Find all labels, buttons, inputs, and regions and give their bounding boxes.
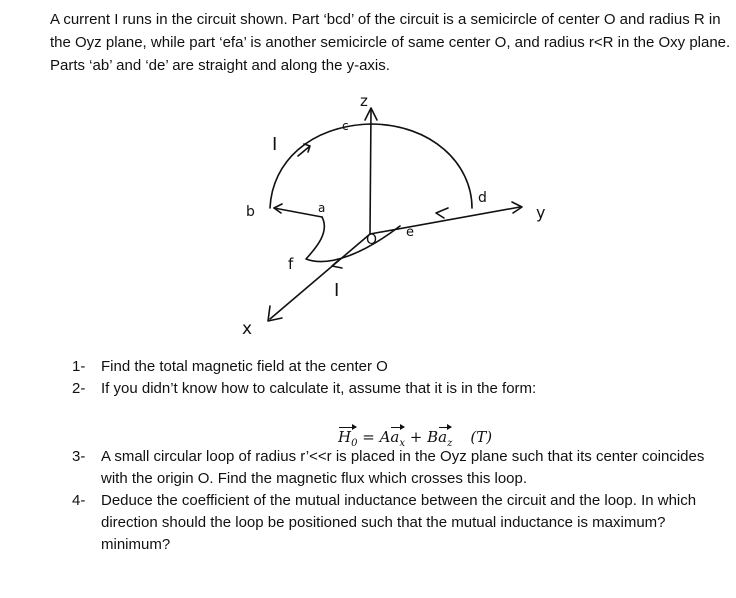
question-1 (72, 356, 722, 378)
question-number: 4- (72, 492, 86, 509)
question-text: Find the total magnetic field at the center O (101, 358, 388, 375)
question-number: 1- (72, 358, 86, 375)
field-formula: $H_0 = Aa_x + Ba_z$ (T) (338, 428, 493, 449)
x-axis (270, 234, 370, 319)
vector-H: $H_0$ (338, 428, 358, 449)
label-d: d (478, 190, 487, 206)
z-axis (370, 110, 371, 234)
question-4 (72, 490, 722, 556)
problem-intro: A current I runs in the circuit shown. Part ‘bcd’ of the circuit is a semicircle of center O and radius R in the Oyz plane, while part ‘efa’ is another semicircle of same center O, and radius r<R in the Oxy plane. Parts ‘ab’ and ‘de’ are straight and along the y-axis. (50, 11, 731, 74)
current-arrow-de (436, 208, 448, 218)
question-text: Deduce the coefficient of the mutual inductance between the circuit and the loop. In which direction should the loop be positioned such that the mutual inductance is maximum? minimum? (101, 492, 697, 553)
formula-unit: (T) (470, 428, 493, 446)
label-a: a (318, 201, 326, 215)
label-e: e (406, 225, 414, 240)
question-number: 3- (72, 448, 86, 465)
label-x: x (242, 319, 253, 339)
label-I-top: I (272, 134, 278, 155)
label-O: O (366, 232, 378, 248)
label-b: b (246, 204, 255, 220)
label-I-bottom: I (334, 280, 340, 301)
label-z: z (360, 92, 368, 110)
label-y: y (536, 203, 546, 222)
unit-vector-ax: $a_x$ (390, 428, 406, 449)
circuit-diagram (210, 84, 570, 346)
question-text: If you didn’t know how to calculate it, assume that it is in the form: (101, 380, 537, 397)
question-text: A small circular loop of radius r’<<r is placed in the Oyz plane such that its center coincides with the origin O. Find the magnetic flux which crosses this loop. (101, 448, 705, 487)
label-c: c (342, 119, 349, 133)
semicircle-efa (306, 217, 400, 262)
y-axis (370, 207, 520, 234)
coeff-B: B (427, 428, 439, 446)
unit-vector-az: $a_z$ (438, 428, 453, 449)
question-list (72, 356, 722, 556)
question-number: 2- (72, 380, 86, 397)
label-f: f (288, 255, 294, 273)
question-3 (72, 446, 722, 490)
coeff-A: A (379, 428, 391, 446)
circuit-figure (210, 84, 570, 346)
question-2 (72, 378, 722, 400)
